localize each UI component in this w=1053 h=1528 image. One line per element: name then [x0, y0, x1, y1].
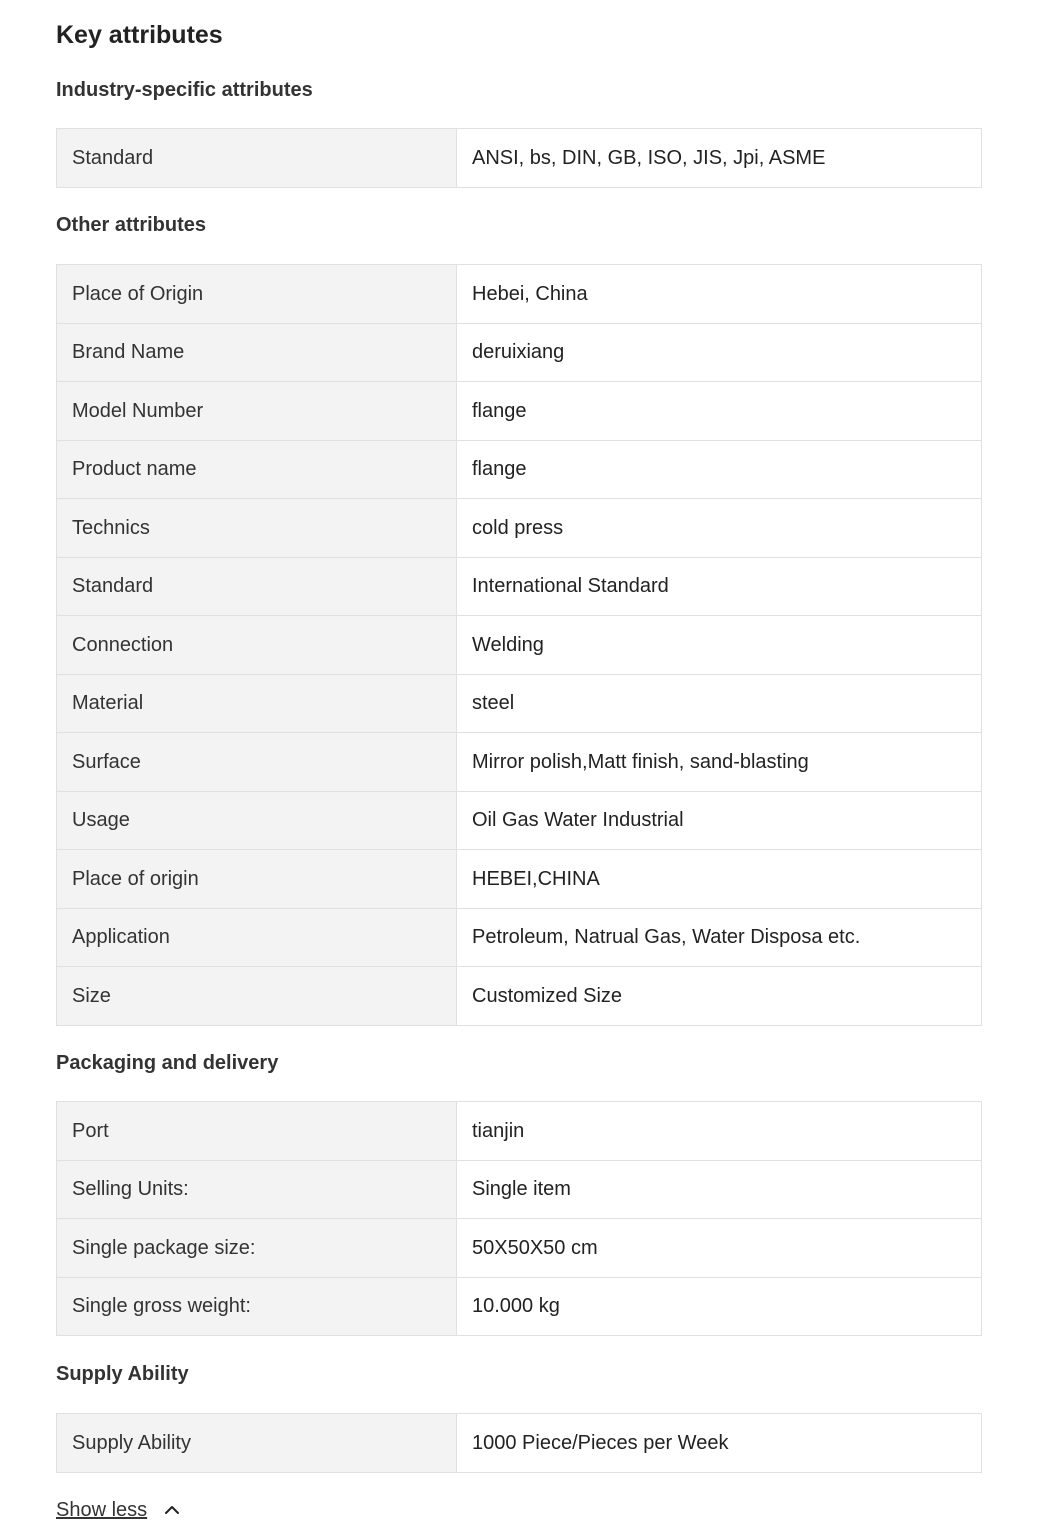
- section-title-packaging: Packaging and delivery: [56, 1052, 279, 1074]
- attribute-value: International Standard: [457, 557, 982, 616]
- attribute-value: flange: [457, 440, 982, 499]
- section-title-other: Other attributes: [56, 214, 207, 236]
- table-row: [57, 908, 982, 967]
- attribute-value: Single item: [457, 1160, 982, 1219]
- table-row: [57, 1277, 982, 1336]
- table-row: [57, 440, 982, 499]
- table-row: [57, 1414, 982, 1473]
- table-row: [57, 1219, 982, 1278]
- packaging-attributes-table: [56, 1101, 982, 1336]
- table-row: [57, 323, 982, 382]
- attribute-value: tianjin: [457, 1102, 982, 1161]
- attribute-key: Single package size:: [57, 1219, 457, 1278]
- table-row: [57, 791, 982, 850]
- attribute-key: Standard: [57, 557, 457, 616]
- table-row: [57, 265, 982, 324]
- other-attributes-table: [56, 264, 982, 1026]
- chevron-up-icon: [163, 1501, 181, 1519]
- table-row: [57, 1102, 982, 1161]
- attribute-key: Brand Name: [57, 323, 457, 382]
- attribute-key: Connection: [57, 616, 457, 675]
- table-row: [57, 499, 982, 558]
- attribute-key: Supply Ability: [57, 1414, 457, 1473]
- attribute-key: Selling Units:: [57, 1160, 457, 1219]
- attribute-value: Customized Size: [457, 967, 982, 1026]
- page-title: Key attributes: [56, 21, 223, 49]
- table-row: [57, 733, 982, 792]
- show-less-label: Show less: [56, 1499, 148, 1521]
- attribute-value: Hebei, China: [457, 265, 982, 324]
- section-title-supply: Supply Ability: [56, 1363, 189, 1385]
- section-title-industry: Industry-specific attributes: [56, 79, 313, 101]
- table-row: [57, 616, 982, 675]
- table-row: [57, 967, 982, 1026]
- attribute-key: Place of Origin: [57, 265, 457, 324]
- show-less-button[interactable]: [56, 1497, 181, 1523]
- attribute-key: Single gross weight:: [57, 1277, 457, 1336]
- table-row: [57, 850, 982, 909]
- table-row: [57, 1160, 982, 1219]
- attribute-value: 1000 Piece/Pieces per Week: [457, 1414, 982, 1473]
- attribute-key: Surface: [57, 733, 457, 792]
- attribute-value: Mirror polish,Matt finish, sand-blasting: [457, 733, 982, 792]
- attribute-value: Oil Gas Water Industrial: [457, 791, 982, 850]
- attribute-key: Usage: [57, 791, 457, 850]
- table-row: [57, 129, 982, 188]
- attribute-value: deruixiang: [457, 323, 982, 382]
- industry-attributes-table: [56, 128, 982, 188]
- attribute-key: Technics: [57, 499, 457, 558]
- attribute-value: Welding: [457, 616, 982, 675]
- attribute-value: 10.000 kg: [457, 1277, 982, 1336]
- attribute-key: Size: [57, 967, 457, 1026]
- attribute-key: Model Number: [57, 382, 457, 441]
- attribute-key: Port: [57, 1102, 457, 1161]
- table-row: [57, 382, 982, 441]
- attribute-value: flange: [457, 382, 982, 441]
- attribute-value: ANSI, bs, DIN, GB, ISO, JIS, Jpi, ASME: [457, 129, 982, 188]
- supply-attributes-table: [56, 1413, 982, 1473]
- attribute-value: 50X50X50 cm: [457, 1219, 982, 1278]
- attribute-key: Material: [57, 674, 457, 733]
- attribute-key: Place of origin: [57, 850, 457, 909]
- attribute-value: HEBEI,CHINA: [457, 850, 982, 909]
- table-row: [57, 674, 982, 733]
- attribute-value: cold press: [457, 499, 982, 558]
- attribute-key: Product name: [57, 440, 457, 499]
- table-row: [57, 557, 982, 616]
- attribute-value: Petroleum, Natrual Gas, Water Disposa etc.: [457, 908, 982, 967]
- attribute-key: Application: [57, 908, 457, 967]
- attribute-value: steel: [457, 674, 982, 733]
- attribute-key: Standard: [57, 129, 457, 188]
